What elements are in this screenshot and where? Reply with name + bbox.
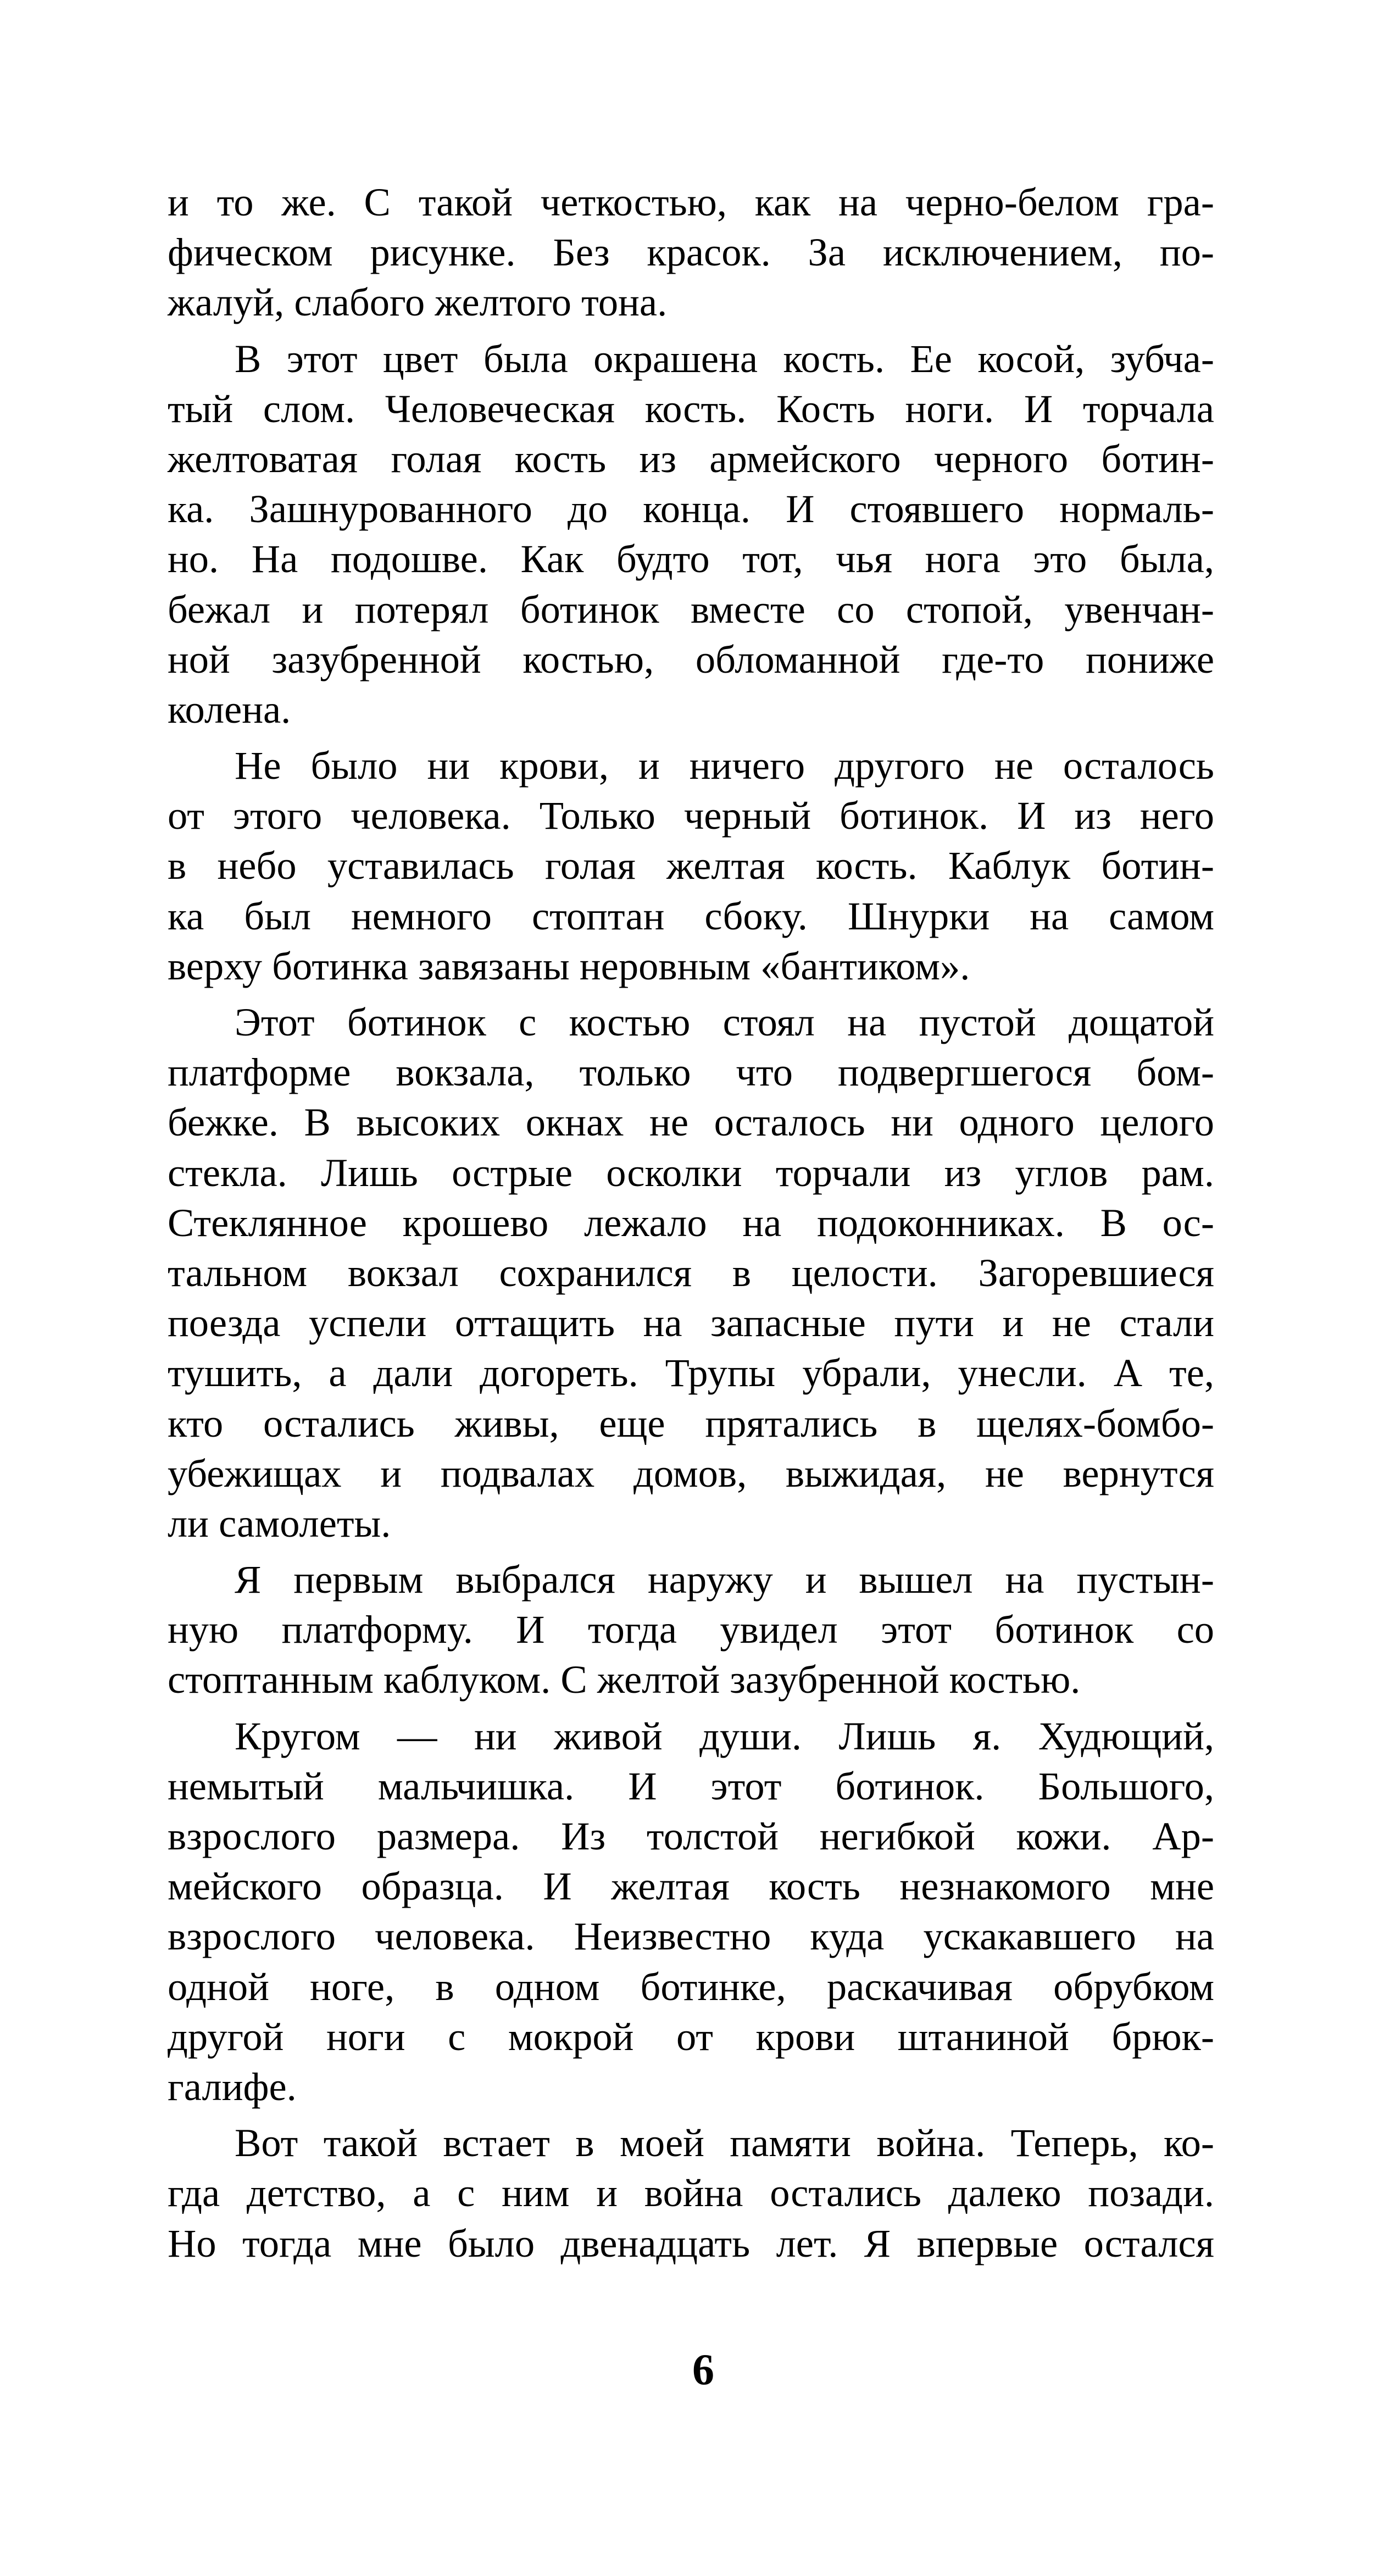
text-line: тый слом. Человеческая кость. Кость ноги. И торчала [168, 386, 1214, 431]
paragraph [168, 740, 1214, 991]
text-line: в небо уставилась голая желтая кость. Каблук ботин- [168, 843, 1214, 888]
text-line: желтоватая голая кость из армейского черного ботин- [168, 436, 1214, 481]
text-line: и то же. С такой четкостью, как на черно-белом гра- [168, 180, 1214, 224]
paragraph [168, 334, 1214, 735]
text-line: гда детство, а с ним и война остались далеко позади. [168, 2170, 1214, 2215]
text-line: стекла. Лишь острые осколки торчали из углов рам. [168, 1150, 1214, 1195]
text-line: поезда успели оттащить на запасные пути и не стали [168, 1300, 1214, 1345]
text-line: ка был немного стоптан сбоку. Шнурки на самом [168, 893, 1214, 938]
paragraph-gap [168, 1548, 1214, 1554]
paragraph-gap [168, 328, 1214, 334]
text-line: убежищах и подвалах домов, выжидая, не вернутся [168, 1450, 1214, 1495]
paragraph [168, 177, 1214, 328]
text-line: верху ботинка завязаны неровным «бантиком». [168, 943, 970, 988]
text-line: взрослого человека. Неизвестно куда ускакавшего на [168, 1914, 1214, 1959]
text-line: бежке. В высоких окнах не осталось ни одного целого [168, 1100, 1214, 1145]
text-line: В этот цвет была окрашена кость. Ее косой, зубча- [235, 336, 1214, 381]
text-line: Но тогда мне было двенадцать лет. Я впервые остался [168, 2220, 1214, 2265]
paragraph [168, 997, 1214, 1548]
text-line: Вот такой встает в моей памяти война. Теперь, ко- [235, 2120, 1214, 2165]
text-line: от этого человека. Только черный ботинок. И из него [168, 793, 1214, 838]
text-line: немытый мальчишка. И этот ботинок. Большого, [168, 1763, 1214, 1808]
text-line: тальном вокзал сохранился в целости. Загоревшиеся [168, 1250, 1214, 1295]
text-line: ли самолеты. [168, 1500, 391, 1545]
text-line: Не было ни крови, и ничего другого не осталось [235, 743, 1214, 788]
text-line: одной ноге, в одном ботинке, раскачивая обрубком [168, 1964, 1214, 2009]
paragraph [168, 1711, 1214, 2112]
text-line: но. На подошве. Как будто тот, чья нога это была, [168, 536, 1214, 581]
page-number: 6 [692, 2346, 714, 2394]
text-line: мейского образца. И желтая кость незнакомого мне [168, 1864, 1214, 1909]
text-line: Стеклянное крошево лежало на подоконниках. В ос- [168, 1200, 1214, 1245]
text-line: взрослого размера. Из толстой негибкой кожи. Ар- [168, 1814, 1214, 1858]
text-line: Кругом — ни живой души. Лишь я. Худющий, [235, 1713, 1214, 1758]
text-line: фическом рисунке. Без красок. За исключением, по- [168, 230, 1214, 275]
paragraph [168, 1554, 1214, 1705]
text-line: Я первым выбрался наружу и вышел на пустын- [235, 1557, 1214, 1602]
text-line: стоптанным каблуком. С желтой зазубренной костью. [168, 1657, 1081, 1702]
text-line: ную платформу. И тогда увидел этот ботинок со [168, 1607, 1214, 1652]
text-line: галифе. [168, 2064, 297, 2109]
text-line: ка. Зашнурованного до конца. И стоявшего нормаль- [168, 486, 1214, 531]
text-line: колена. [168, 686, 291, 732]
paragraph-gap [168, 991, 1214, 997]
text-line: другой ноги с мокрой от крови штаниной брюк- [168, 2014, 1214, 2059]
text-line: жалуй, слабого желтого тона. [168, 280, 668, 325]
paragraph-gap [168, 734, 1214, 740]
paragraph [168, 2118, 1214, 2268]
text-line: платформе вокзала, только что подвергшегося бом- [168, 1050, 1214, 1095]
text-line: Этот ботинок с костью стоял на пустой дощатой [235, 1000, 1214, 1044]
text-line: кто остались живы, еще прятались в щелях-бомбо- [168, 1400, 1214, 1445]
text-line: тушить, а дали догореть. Трупы убрали, унесли. А те, [168, 1350, 1214, 1395]
paragraph-gap [168, 2112, 1214, 2118]
paragraph-gap [168, 1705, 1214, 1711]
text-line: ной зазубренной костью, обломанной где-то пониже [168, 636, 1214, 682]
body-text [168, 177, 1214, 2268]
text-line: бежал и потерял ботинок вместе со стопой, увенчан- [168, 586, 1214, 631]
